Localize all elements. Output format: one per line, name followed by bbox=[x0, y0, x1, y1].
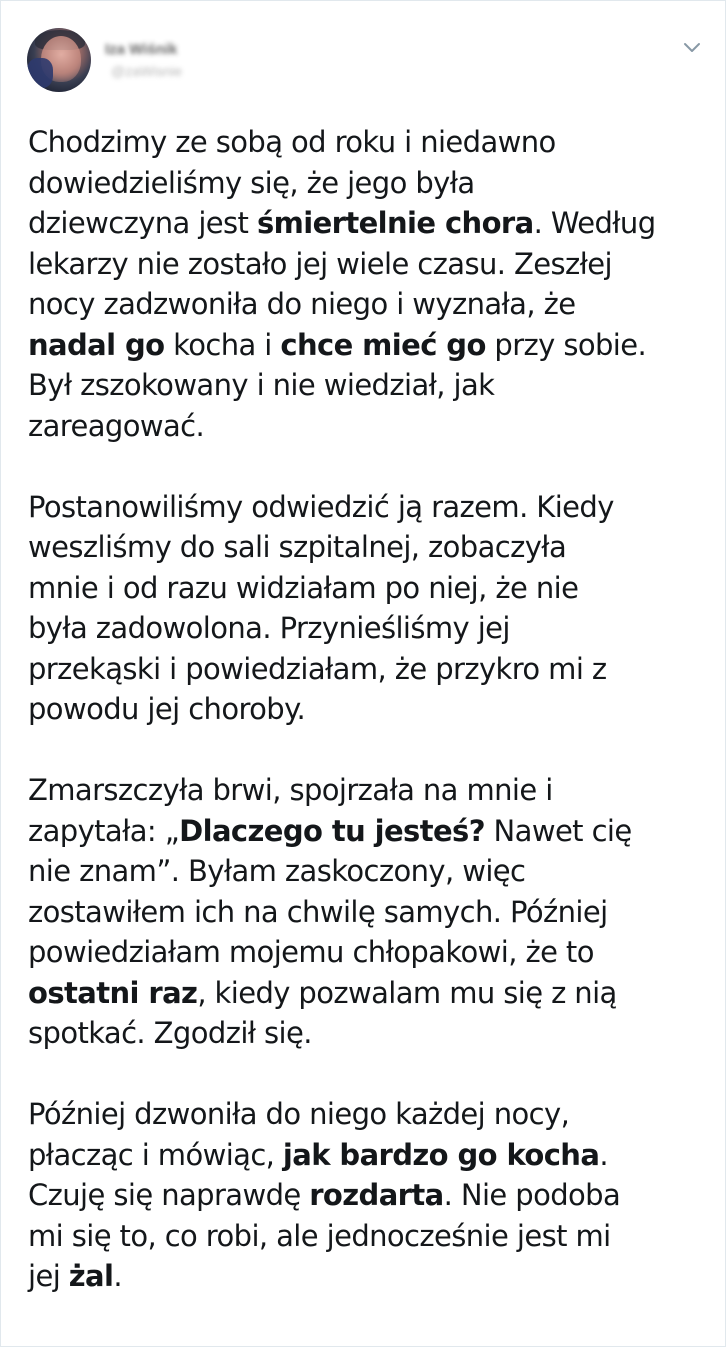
author-name[interactable]: Iza Wiśnik bbox=[105, 41, 178, 58]
text-run: dziewczyna jest bbox=[28, 206, 257, 240]
text-run: przy sobie. bbox=[485, 327, 647, 362]
bold-text: ostatni raz bbox=[28, 975, 198, 1010]
tweet-line bbox=[28, 1216, 708, 1257]
author-handle[interactable]: @zaWisnie bbox=[111, 63, 183, 79]
text-run: Był zszokowany i nie wiedział, jak bbox=[28, 368, 495, 402]
text-run: Później dzwoniła do niego każdej nocy, bbox=[28, 1097, 570, 1131]
tweet-line bbox=[28, 932, 708, 973]
text-run: . bbox=[113, 1259, 122, 1293]
tweet-line bbox=[28, 973, 708, 1014]
tweet-line bbox=[28, 487, 708, 528]
text-run: zostawiłem ich na chwilę samych. Później bbox=[28, 894, 608, 929]
text-run: kocha i bbox=[164, 327, 281, 362]
tweet-line bbox=[28, 608, 708, 649]
bold-text: nadal go bbox=[28, 327, 165, 362]
text-run: spotkać. Zgodził się. bbox=[28, 1016, 312, 1050]
text-run: Postanowiliśmy odwiedzić ją razem. Kiedy bbox=[28, 489, 614, 524]
text-run: Czuję się naprawdę bbox=[28, 1178, 310, 1212]
tweet-line bbox=[28, 203, 708, 244]
tweet-paragraph bbox=[28, 122, 708, 446]
avatar-hand bbox=[27, 58, 53, 88]
tweet-line bbox=[28, 365, 708, 406]
text-run: przekąski i powiedziałam, że przykro mi z bbox=[28, 651, 607, 686]
tweet-line bbox=[28, 1256, 708, 1297]
avatar[interactable] bbox=[27, 28, 91, 92]
text-run: . Nie podoba bbox=[443, 1178, 621, 1212]
text-run: Zmarszczyła brwi, spojrzała na mnie i bbox=[28, 773, 553, 807]
bold-text: śmiertelnie chora bbox=[256, 206, 534, 240]
text-run: powodu jej choroby. bbox=[28, 692, 306, 726]
text-run: nocy zadzwoniła do niego i wyznała, że bbox=[28, 287, 576, 321]
text-run: mnie i od razu widziałam po niej, że nie bbox=[28, 570, 579, 605]
tweet-paragraph bbox=[28, 770, 708, 1054]
tweet-paragraph bbox=[28, 487, 708, 730]
tweet-line bbox=[28, 851, 708, 892]
text-run: zareagować. bbox=[28, 408, 205, 443]
user-info[interactable] bbox=[105, 41, 265, 85]
tweet-line bbox=[28, 568, 708, 609]
tweet-line bbox=[28, 284, 708, 325]
text-run: dowiedzieliśmy się, że jego była bbox=[28, 165, 475, 200]
text-run: . Według bbox=[533, 206, 656, 240]
text-run: nie znam”. Byłam zaskoczony, więc bbox=[28, 854, 526, 888]
text-run: mi się to, co robi, ale jednocześnie jest mi bbox=[28, 1218, 611, 1253]
bold-text: rozdarta bbox=[309, 1178, 444, 1212]
tweet-line bbox=[28, 1013, 708, 1054]
tweet-line bbox=[28, 1175, 708, 1216]
text-run: . bbox=[599, 1137, 608, 1172]
text-run: powiedziałam mojemu chłopakowi, że to bbox=[28, 935, 594, 969]
bold-text: Dlaczego tu jesteś? bbox=[179, 813, 485, 848]
tweet-line bbox=[28, 527, 708, 568]
tweet-line bbox=[28, 122, 708, 163]
chevron-down-icon[interactable] bbox=[681, 37, 703, 59]
tweet-line bbox=[28, 1135, 708, 1176]
text-run: była zadowolona. Przynieśliśmy jej bbox=[28, 611, 510, 645]
tweet-line bbox=[28, 770, 708, 811]
bold-text: żal bbox=[68, 1259, 114, 1293]
text-run: , kiedy pozwalam mu się z nią bbox=[197, 975, 617, 1010]
text-run: płacząc i mówiąc, bbox=[28, 1137, 283, 1172]
bold-text: chce mieć go bbox=[280, 327, 486, 362]
tweet-line bbox=[28, 1094, 708, 1135]
tweet-text bbox=[28, 122, 708, 1297]
text-run: Nawet cię bbox=[484, 813, 632, 848]
tweet-line bbox=[28, 649, 708, 690]
text-run: zapytała: „ bbox=[28, 813, 180, 848]
tweet-line bbox=[28, 689, 708, 730]
bold-text: jak bardzo go kocha bbox=[282, 1137, 600, 1172]
tweet-line bbox=[28, 163, 708, 204]
text-run: Chodzimy ze sobą od roku i niedawno bbox=[28, 125, 556, 159]
tweet-line bbox=[28, 811, 708, 852]
tweet-line bbox=[28, 325, 708, 366]
text-run: weszliśmy do sali szpitalnej, zobaczyła bbox=[28, 530, 567, 564]
text-run: jej bbox=[28, 1259, 69, 1293]
tweet-line bbox=[28, 244, 708, 285]
tweet-line bbox=[28, 406, 708, 447]
tweet-line bbox=[28, 892, 708, 933]
tweet-paragraph bbox=[28, 1094, 708, 1297]
text-run: lekarzy nie zostało jej wiele czasu. Zeszłej bbox=[28, 246, 612, 281]
